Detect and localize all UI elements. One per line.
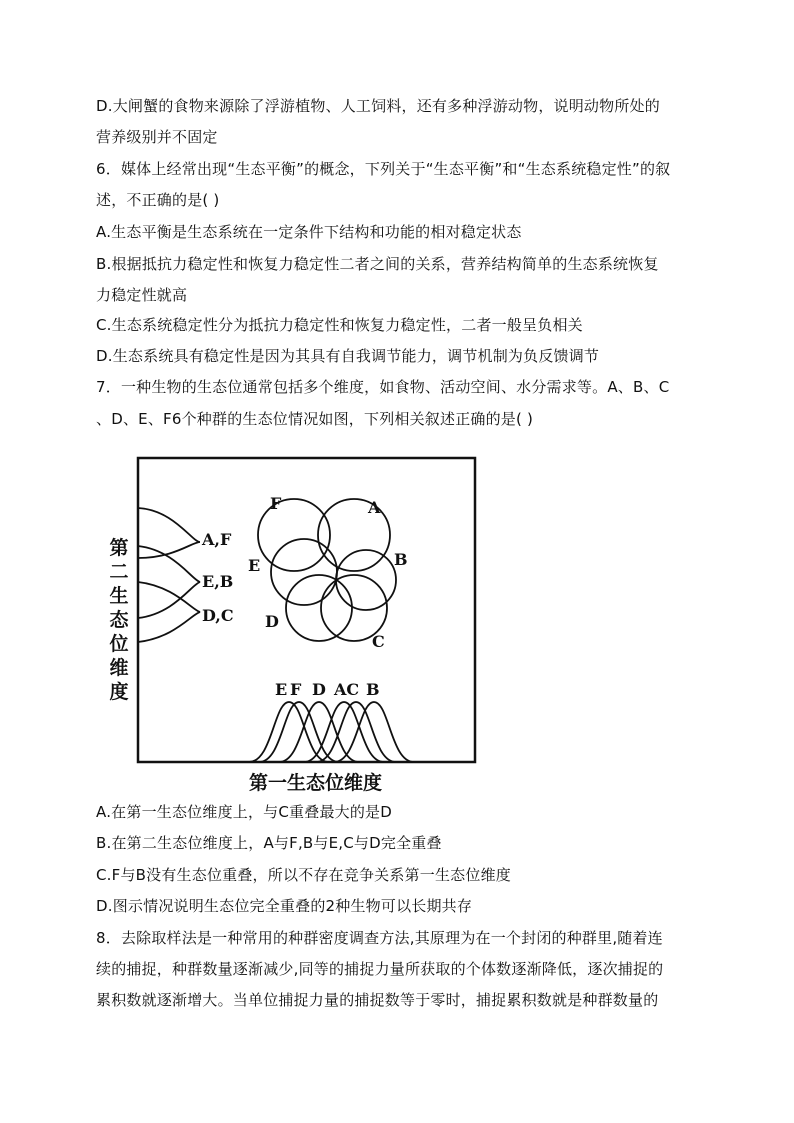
circle-label-b: B [394,550,408,569]
text-line: 累积数就逐渐增大。当单位捕捉力量的捕捉数等于零时，捕捉累积数就是种群数量的 [96,991,659,1009]
option-b: B.根据抵抗力稳定性和恢复力稳定性二者之间的关系，营养结构简单的生态系统恢复 [96,255,659,273]
circle-label-a: A [368,498,381,517]
bottom-label-d: D [312,680,326,699]
bottom-label-b: B [366,680,380,699]
circle-label-c: C [372,632,385,651]
circle-label-e: E [248,556,261,575]
text-line: 、D、E、F6个种群的生态位情况如图，下列相关叙述正确的是( ) [96,410,534,428]
option-d: D.生态系统具有稳定性是因为其具有自我调节能力，调节机制为负反馈调节 [96,347,600,365]
circle-e [271,539,337,605]
label-dc: D,C [202,606,234,625]
text-line: D.大闸蟹的食物来源除了浮游植物、人工饲料，还有多种浮游动物，说明动物所处的 [96,97,660,115]
text-line: 述，不正确的是( ) [96,191,220,209]
option-b: B.在第二生态位维度上，A与F,B与E,C与D完全重叠 [96,834,442,852]
option-c: C.F与B没有生态位重叠，所以不存在竞争关系第一生态位维度 [96,866,511,884]
circle-label-f: F [270,494,282,513]
text-line: 力稳定性就高 [96,286,188,304]
niche-figure [104,450,484,802]
bottom-label-e: E [275,680,288,699]
bottom-label-ac: AC [334,680,360,699]
curve-dc [138,582,200,642]
option-a: A.生态平衡是生态系统在一定条件下结构和功能的相对稳定状态 [96,223,522,241]
circle-f [258,499,330,571]
option-c: C.生态系统稳定性分为抵抗力稳定性和恢复力稳定性，二者一般呈负相关 [96,316,583,334]
text-line: 营养级别并不固定 [96,128,218,146]
x-axis-label: 第一生态位维度 [249,772,383,794]
circle-d [286,575,352,641]
niche-diagram [104,450,484,802]
option-d: D.图示情况说明生态位完全重叠的2种生物可以长期共存 [96,897,473,915]
bottom-label-f: F [290,680,302,699]
text-line: 续的捕捉，种群数量逐渐减少,同等的捕捉力量所获取的个体数逐渐降低，逐次捕捉的 [96,960,664,978]
y-axis-label: 第二生态位维度 [109,537,129,703]
curve-af [138,508,200,558]
label-af: A,F [202,530,232,549]
label-eb: E,B [202,572,234,591]
question-7: 7．一种生物的生态位通常包括多个维度，如食物、活动空间、水分需求等。A、B、C [96,378,670,396]
frame [138,458,475,762]
question-6: 6．媒体上经常出现“生态平衡”的概念，下列关于“生态平衡”和“生态系统稳定性”的叙 [96,160,671,178]
option-a: A.在第一生态位维度上，与C重叠最大的是D [96,803,392,821]
circle-label-d: D [265,612,279,631]
question-8: 8．去除取样法是一种常用的种群密度调查方法,其原理为在一个封闭的种群里,随着连 [96,929,663,947]
